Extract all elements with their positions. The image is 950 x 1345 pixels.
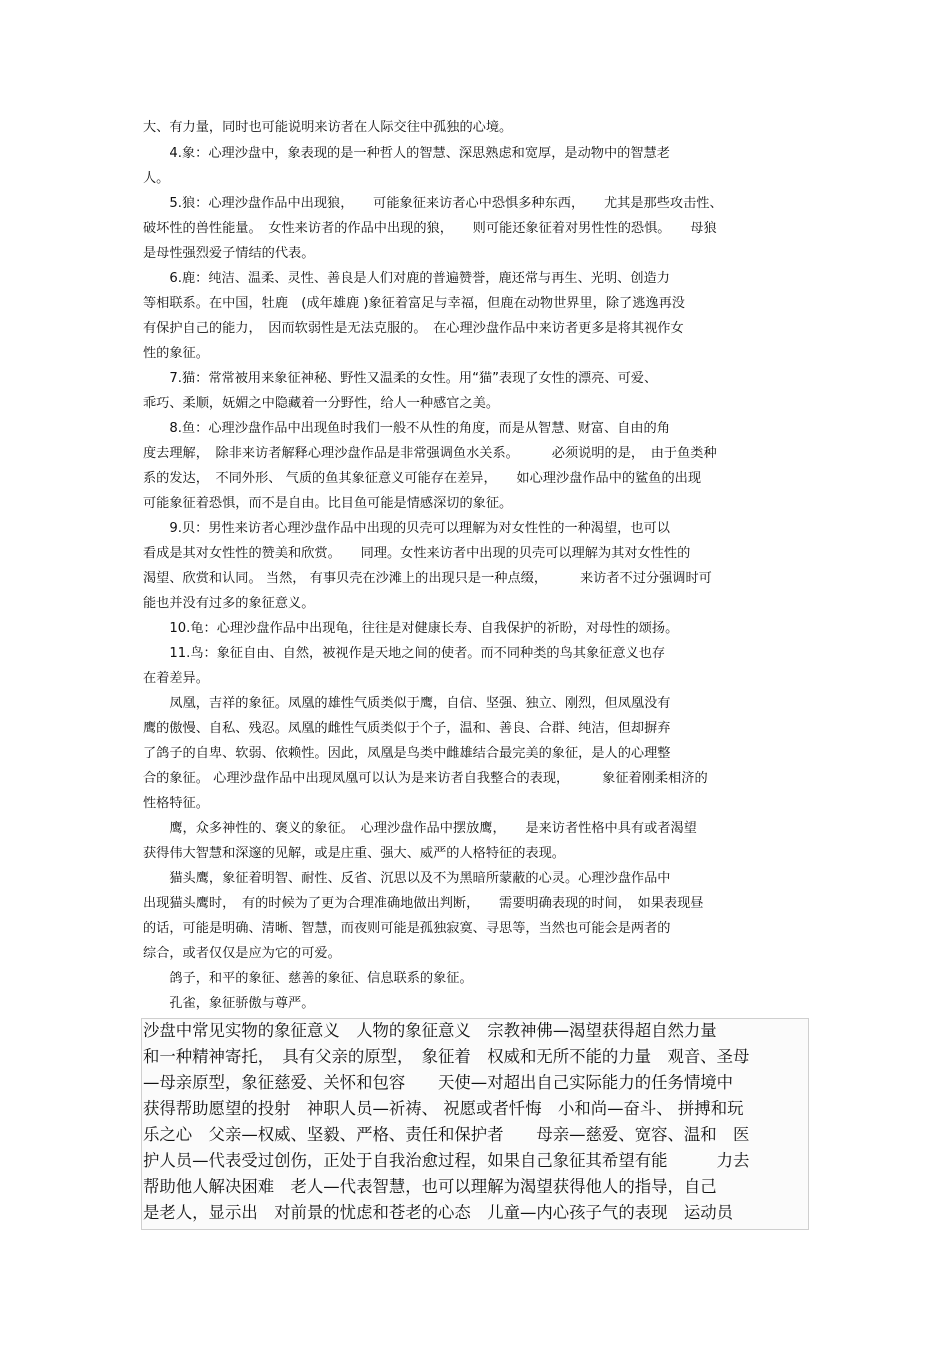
text-line: 鹰的傲慢、自私、残忍。凤凰的雌性气质类似于个子，温和、善良、合群、纯洁，但却摒弃 — [143, 721, 671, 736]
text-line: 6.鹿：纯洁、温柔、灵性、善良是人们对鹿的普遍赞誉，鹿还常与再生、光明、创造力 — [143, 271, 670, 286]
text-line: 鹰，众多神性的、褒义的象征。 心理沙盘作品中摆放鹰， 是来访者性格中具有或者渴望 — [143, 821, 697, 836]
text-line: 性的象征。 — [143, 346, 209, 361]
box-text-line: 和一种精神寄托， 具有父亲的原型， 象征着 权威和无所不能的力量 观音、圣母 — [143, 1047, 750, 1066]
text-line: 看成是其对女性性的赞美和欣赏。 同理。女性来访者中出现的贝壳可以理解为其对女性性的 — [143, 546, 691, 561]
text-line: 孔雀，象征骄傲与尊严。 — [143, 996, 315, 1011]
text-line: 乖巧、柔顺，妩媚之中隐藏着一分野性，给人一种感官之美。 — [143, 396, 500, 411]
text-line: 大、有力量，同时也可能说明来访者在人际交往中孤独的心境。 — [143, 120, 513, 135]
text-line: 综合，或者仅仅是应为它的可爱。 — [143, 946, 341, 961]
text-line: 7.猫：常常被用来象征神秘、野性又温柔的女性。用“猫”表现了女性的漂亮、可爱、 — [143, 371, 658, 386]
text-line: 了鸽子的自卑、软弱、依赖性。因此，凤凰是鸟类中雌雄结合最完美的象征，是人的心理整 — [143, 746, 671, 761]
text-line: 在着差异。 — [143, 671, 209, 686]
text-line: 合的象征。 心理沙盘作品中出现凤凰可以认为是来访者自我整合的表现， 象征着刚柔相济的 — [143, 771, 708, 786]
text-line: 度去理解， 除非来访者解释心理沙盘作品是非常强调鱼水关系。 必须说明的是， 由于鱼类种 — [143, 446, 717, 461]
box-text-line: 乐之心 父亲—权威、坚毅、严格、责任和保护者 母亲—慈爱、宽容、温和 医 — [143, 1125, 750, 1144]
box-text-line: 帮助他人解决困难 老人—代表智慧，也可以理解为渴望获得他人的指导，自己 — [143, 1177, 717, 1196]
text-line: 9.贝：男性来访者心理沙盘作品中出现的贝壳可以理解为对女性性的一种渴望，也可以 — [143, 521, 670, 536]
box-text-line: —母亲原型，象征慈爱、关怀和包容 天使—对超出自己实际能力的任务情境中 — [143, 1073, 734, 1092]
text-line: 猫头鹰，象征着明智、耐性、反省、沉思以及不为黑暗所蒙蔽的心灵。心理沙盘作品中 — [143, 871, 671, 886]
text-line: 有保护自己的能力， 因而软弱性是无法克服的。 在心理沙盘作品中来访者更多是将其视作女 — [143, 321, 684, 336]
text-line: 是母性强烈爱子情结的代表。 — [143, 246, 315, 261]
text-line: 等相联系。在中国，牡鹿 (成年雄鹿 )象征着富足与幸福，但鹿在动物世界里，除了逃逸再没 — [143, 296, 685, 311]
text-line: 凤凰，吉祥的象征。凤凰的雄性气质类似于鹰，自信、坚强、独立、刚烈，但凤凰没有 — [143, 696, 671, 711]
text-line: 鸽子，和平的象征、慈善的象征、信息联系的象征。 — [143, 971, 473, 986]
text-line: 能也并没有过多的象征意义。 — [143, 596, 315, 611]
text-line: 性格特征。 — [143, 796, 209, 811]
text-line: 系的发达， 不同外形、 气质的鱼其象征意义可能存在差异， 如心理沙盘作品中的鲨鱼的出现 — [143, 471, 702, 486]
box-text-line: 是老人，显示出 对前景的忧虑和苍老的心态 儿童—内心孩子气的表现 运动员 — [143, 1203, 734, 1222]
box-text-line: 沙盘中常见实物的象征意义 人物的象征意义 宗教神佛—渴望获得超自然力量 — [143, 1021, 717, 1040]
text-line: 获得伟大智慧和深邃的见解，或是庄重、强大、威严的人格特征的表现。 — [143, 846, 565, 861]
text-line: 10.龟：心理沙盘作品中出现龟，往往是对健康长寿、自我保护的祈盼，对母性的颂扬。 — [143, 621, 679, 636]
text-line: 11.鸟：象征自由、自然，被视作是天地之间的使者。而不同种类的鸟其象征意义也存 — [143, 646, 666, 661]
text-line: 的话，可能是明确、清晰、智慧，而夜则可能是孤独寂寞、寻思等，当然也可能会是两者的 — [143, 921, 671, 936]
text-line: 出现猫头鹰时， 有的时候为了更为合理准确地做出判断， 需要明确表现的时间， 如果表现昼 — [143, 896, 704, 911]
text-line: 5.狼：心理沙盘作品中出现狼， 可能象征来访者心中恐惧多种东西， 尤其是那些攻击性、 — [143, 196, 723, 211]
box-text-line: 获得帮助愿望的投射 神职人员—祈祷、 祝愿或者忏悔 小和尚—奋斗、 拼搏和玩 — [143, 1099, 744, 1118]
text-line: 渴望、欣赏和认同。 当然， 有事贝壳在沙滩上的出现只是一种点缀， 来访者不过分强调时可 — [143, 571, 712, 586]
text-line: 人。 — [143, 171, 170, 186]
text-line: 可能象征着恐惧，而不是自由。比目鱼可能是情感深切的象征。 — [143, 496, 513, 511]
text-line: 4.象：心理沙盘中，象表现的是一种哲人的智慧、深思熟虑和宽厚，是动物中的智慧老 — [143, 146, 670, 161]
text-line: 8.鱼：心理沙盘作品中出现鱼时我们一般不从性的角度，而是从智慧、财富、自由的角 — [143, 421, 670, 436]
box-text-line: 护人员—代表受过创伤，正处于自我治愈过程，如果自己象征其希望有能 力去 — [143, 1151, 750, 1170]
text-line: 破坏性的兽性能量。 女性来访者的作品中出现的狼， 则可能还象征着对男性性的恐惧。 母狼 — [143, 221, 717, 236]
